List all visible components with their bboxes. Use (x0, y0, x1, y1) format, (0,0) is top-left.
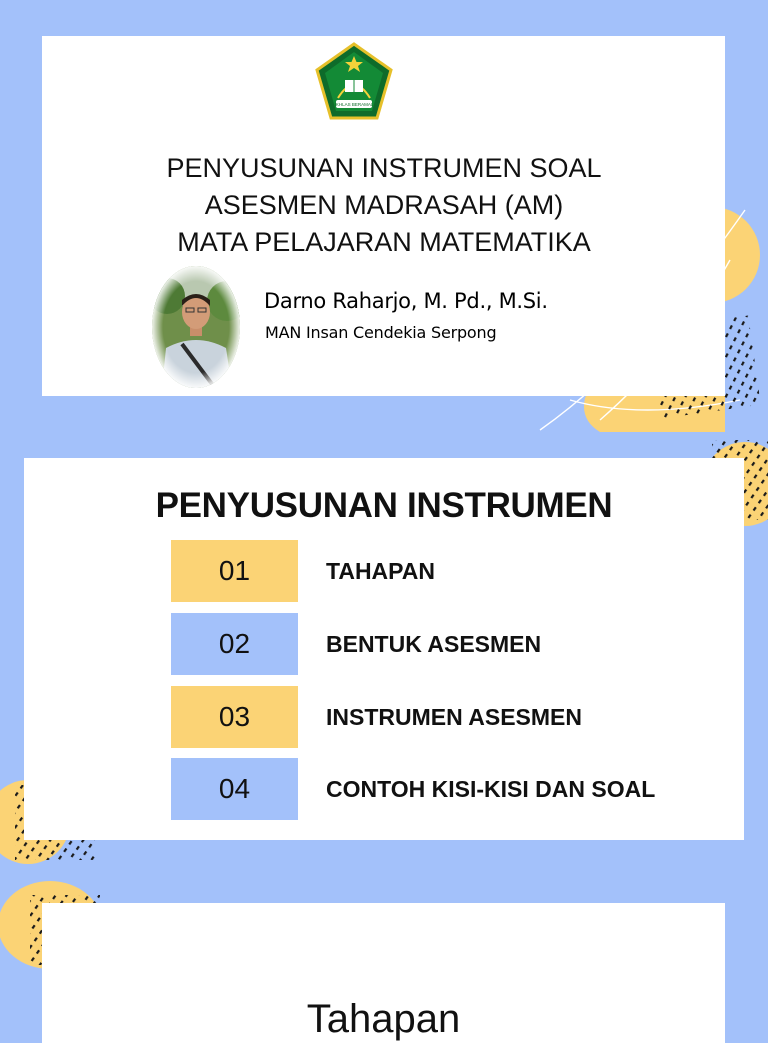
agenda-number: 02 (171, 613, 298, 675)
author-photo (152, 266, 240, 388)
agenda-number: 01 (171, 540, 298, 602)
presentation-title (72, 150, 696, 261)
author-institution: MAN Insan Cendekia Serpong (265, 323, 497, 342)
agenda-slide (24, 458, 744, 840)
title-slide (42, 36, 725, 396)
agenda-title: PENYUSUNAN INSTRUMEN (155, 486, 613, 525)
agenda-label: CONTOH KISI-KISI DAN SOAL (326, 775, 656, 802)
title-line: PENYUSUNAN INSTRUMEN SOAL (166, 153, 602, 183)
agenda-label: TAHAPAN (326, 557, 436, 584)
author-name: Darno Raharjo, M. Pd., M.Si. (264, 289, 548, 313)
section-title: Tahapan (306, 997, 461, 1041)
kemenag-emblem-icon (314, 42, 394, 122)
title-line: ASESMEN MADRASAH (AM) (204, 190, 564, 220)
agenda-label: BENTUK ASESMEN (326, 630, 542, 657)
agenda-label: INSTRUMEN ASESMEN (326, 703, 582, 730)
agenda-number: 04 (171, 758, 298, 820)
title-line: MATA PELAJARAN MATEMATIKA (177, 227, 591, 257)
emblem-text: IKHLAS BERAMAL (334, 102, 374, 107)
tahapan-slide (42, 903, 725, 1043)
agenda-number: 03 (171, 686, 298, 748)
